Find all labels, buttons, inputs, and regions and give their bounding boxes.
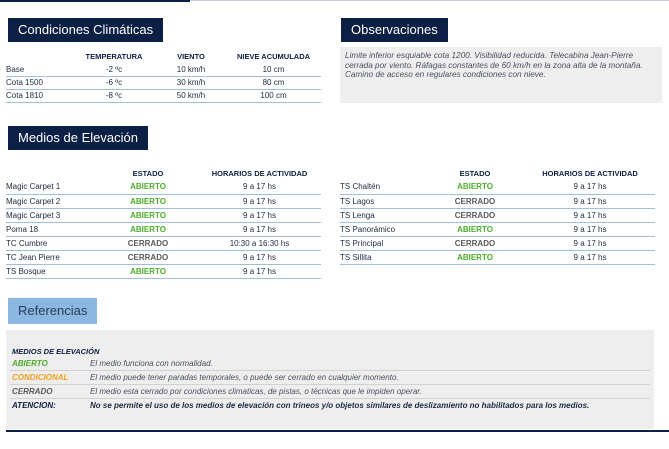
lift-name: TS Panorámico: [340, 222, 425, 236]
top-accent-light: [190, 0, 669, 1]
clima-temperature: -2 ºc: [72, 63, 156, 76]
lift-row: [6, 208, 321, 222]
lift-name: Magic Carpet 1: [6, 180, 98, 194]
legend-description: El medio puede tener paradas temporales, o puede ser cerrado en cualquier momento.: [88, 371, 650, 385]
lift-hours: 9 a 17 hs: [198, 194, 321, 208]
lift-hours: 9 a 17 hs: [198, 180, 321, 194]
lift-status: ABIERTO: [98, 194, 198, 208]
lift-hours: 9 a 17 hs: [525, 194, 655, 208]
lift-status: ABIERTO: [98, 180, 198, 194]
lift-status: CERRADO: [98, 236, 198, 250]
lift-row: [6, 250, 321, 264]
clima-wind: 50 km/h: [156, 89, 226, 102]
legend-row: [10, 371, 650, 385]
medios-left-header-row: [6, 167, 321, 180]
lift-hours: 9 a 17 hs: [198, 222, 321, 236]
clima-location: Cota 1810: [6, 89, 72, 102]
lift-row: [6, 264, 321, 278]
clima-row: [6, 89, 321, 102]
clima-snow: 80 cm: [226, 76, 321, 89]
medios-left-header-horarios: HORARIOS DE ACTIVIDAD: [211, 169, 308, 178]
lift-row: [340, 222, 655, 236]
lift-row: [340, 250, 655, 264]
medios-table-right: [340, 167, 655, 265]
top-accent-dark: [0, 0, 190, 2]
referencias-table: [10, 357, 650, 412]
lift-status: ABIERTO: [98, 208, 198, 222]
clima-header-snow: NIEVE ACUMULADA: [236, 52, 311, 61]
clima-header-temp: TEMPERATURA: [85, 52, 143, 61]
lift-hours: 9 a 17 hs: [198, 264, 321, 278]
clima-header-blank: [6, 50, 72, 63]
referencias-section-label: MEDIOS DE ELEVACIÓN: [12, 347, 100, 356]
clima-location: Base: [6, 63, 72, 76]
lift-status: ABIERTO: [98, 264, 198, 278]
lift-name: TS Lenga: [340, 208, 425, 222]
lift-status: CERRADO: [98, 250, 198, 264]
lift-name: TC Jean Pierre: [6, 250, 98, 264]
lift-name: Magic Carpet 2: [6, 194, 98, 208]
clima-location: Cota 1500: [6, 76, 72, 89]
lift-row: [340, 194, 655, 208]
lift-row: [6, 236, 321, 250]
lift-hours: 9 a 17 hs: [198, 208, 321, 222]
lift-status: ABIERTO: [425, 180, 525, 194]
legend-row: [10, 385, 650, 399]
lift-hours: 9 a 17 hs: [525, 250, 655, 264]
legend-description: El medio esta cerrado por condiciones climaticas, de pistas, o técnicas que le impiden operar.: [88, 385, 650, 399]
legend-key: CERRADO: [10, 385, 88, 399]
lift-name: TS Principal: [340, 236, 425, 250]
referencias-box: [6, 330, 654, 429]
clima-snow: 10 cm: [226, 63, 321, 76]
lift-row: [340, 236, 655, 250]
lift-hours: 9 a 17 hs: [525, 222, 655, 236]
medios-right-header-estado: ESTADO: [459, 169, 491, 178]
lift-row: [340, 208, 655, 222]
lift-hours: 9 a 17 hs: [525, 236, 655, 250]
lift-status: ABIERTO: [425, 250, 525, 264]
medios-right-header-blank: [340, 167, 425, 180]
clima-table: [6, 50, 321, 103]
lift-name: Magic Carpet 3: [6, 208, 98, 222]
clima-temperature: -6 ºc: [72, 76, 156, 89]
clima-row: [6, 63, 321, 76]
lift-row: [6, 194, 321, 208]
clima-header-row: [6, 50, 321, 63]
lift-name: TS Chaltén: [340, 180, 425, 194]
legend-key: ATENCION:: [12, 401, 56, 410]
medios-table-left: [6, 167, 321, 279]
observaciones-text: Limite inferior esquiable cota 1200. Visibilidad reducida. Telecabina Jean-Pierre cerrada por viento. Ráfagas constantes de 60 km/h en la zona alta de la montaña. Camino de acceso en regulares condiciones con nieve.: [340, 47, 662, 103]
clima-header-wind: VIENTO: [177, 52, 205, 61]
referencias-title: Referencias: [8, 298, 97, 324]
medios-left-header-blank: [6, 167, 98, 180]
lift-hours: 9 a 17 hs: [525, 180, 655, 194]
lift-row: [340, 180, 655, 194]
observaciones-title: Observaciones: [341, 18, 448, 42]
medios-title: Medios de Elevación: [8, 126, 148, 150]
lift-status: CERRADO: [425, 208, 525, 222]
legend-description: No se permite el uso de los medios de elevación con trineos y/o objetos similares de deslizamiento no habilitados para los medios.: [90, 401, 590, 410]
legend-row: [10, 357, 650, 371]
medios-right-header-row: [340, 167, 655, 180]
lift-row: [6, 180, 321, 194]
lift-name: Poma 18: [6, 222, 98, 236]
legend-description: El medio funciona con normalidad.: [88, 357, 650, 371]
legend-key: CONDICIONAL: [10, 371, 88, 385]
lift-status: ABIERTO: [98, 222, 198, 236]
lift-name: TS Sillita: [340, 250, 425, 264]
clima-title: Condiciones Climáticas: [8, 18, 163, 42]
lift-hours: 9 a 17 hs: [525, 208, 655, 222]
lift-hours: 10:30 a 16:30 hs: [198, 236, 321, 250]
clima-temperature: -8 ºc: [72, 89, 156, 102]
lift-status: ABIERTO: [425, 222, 525, 236]
lift-row: [6, 222, 321, 236]
legend-row: [10, 399, 650, 413]
lift-status: CERRADO: [425, 236, 525, 250]
lift-name: TS Bosque: [6, 264, 98, 278]
medios-right-header-horarios: HORARIOS DE ACTIVIDAD: [542, 169, 638, 178]
lift-name: TC Cumbre: [6, 236, 98, 250]
bottom-divider: [6, 430, 669, 432]
legend-key: ABIERTO: [10, 357, 88, 371]
lift-name: TS Lagos: [340, 194, 425, 208]
clima-wind: 10 km/h: [156, 63, 226, 76]
clima-snow: 100 cm: [226, 89, 321, 102]
top-accent-bar: [0, 0, 669, 2]
medios-left-header-estado: ESTADO: [132, 169, 164, 178]
lift-hours: 9 a 17 hs: [198, 250, 321, 264]
lift-status: CERRADO: [425, 194, 525, 208]
clima-row: [6, 76, 321, 89]
clima-wind: 30 km/h: [156, 76, 226, 89]
